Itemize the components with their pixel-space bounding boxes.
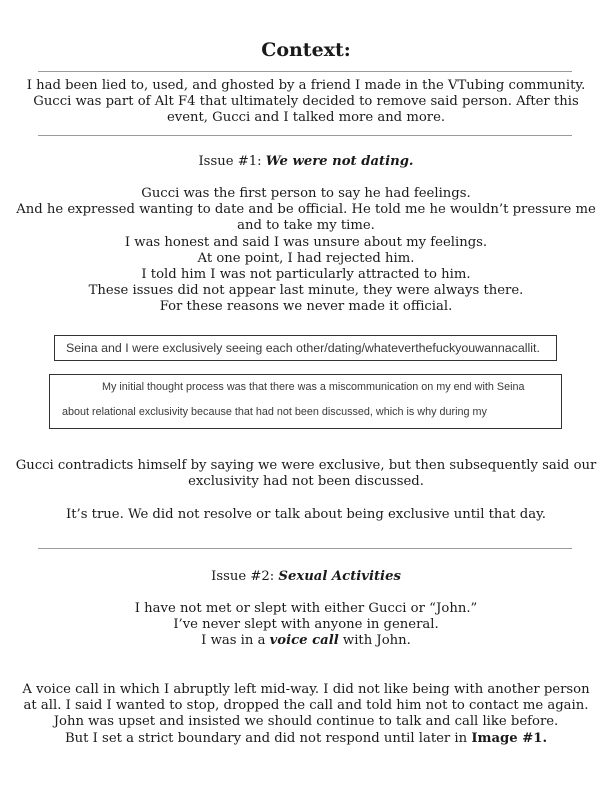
issue2-heading	[0, 569, 612, 585]
quote-box-miscommunication	[49, 374, 562, 429]
quote-box-exclusive: Seina and I were exclusively seeing each other/dating/whateverthefuckyouwannacallit.	[54, 335, 557, 361]
text-line: I told him I was not particularly attracted to him.	[141, 267, 471, 283]
text-line: I was honest and said I was unsure about my feelings.	[124, 234, 488, 250]
text-line: For these reasons we never made it official.	[159, 299, 453, 315]
page-title: Context:	[261, 39, 351, 61]
text-line: At one point, I had rejected him.	[197, 250, 415, 266]
text-line: exclusivity had not been discussed.	[188, 474, 424, 490]
text-line: John was upset and insisted we should continue to talk and call like before.	[53, 714, 559, 730]
text-line: A voice call in which I abruptly left mid-way. I did not like being with another person	[22, 682, 590, 697]
issue1-prefix: Issue #1:	[198, 154, 266, 169]
issue1-title: We were not dating.	[265, 154, 414, 169]
text-line: Gucci contradicts himself by saying we were exclusive, but then subsequently said our	[15, 458, 597, 473]
text-line: Gucci was the first person to say he had feelings.	[141, 186, 471, 201]
divider	[38, 71, 572, 72]
text-line: I had been lied to, used, and ghosted by a friend I made in the VTubing community.	[26, 78, 586, 93]
quote-line: about relational exclusivity because that had not been discussed, which is why during my	[62, 406, 487, 418]
text-fragment: I was in a	[201, 633, 270, 649]
image-reference: Image #1.	[471, 730, 548, 746]
text-line: And he expressed wanting to date and be official. He told me he wouldn’t pressure me	[16, 202, 596, 218]
context-paragraph	[0, 78, 612, 127]
issue2-prefix: Issue #2:	[211, 569, 279, 584]
text-fragment: with John.	[338, 633, 411, 649]
text-line: at all. I said I wanted to stop, dropped the call and told him not to contact me again.	[23, 698, 589, 714]
text-line: I’ve never slept with anyone in general.	[173, 617, 439, 633]
divider	[38, 548, 572, 549]
divider	[38, 135, 572, 136]
text-line	[0, 633, 612, 649]
text-line: event, Gucci and I talked more and more.	[166, 110, 446, 126]
text-fragment: But I set a strict boundary and did not respond until later in	[64, 730, 472, 746]
text-line	[0, 731, 612, 747]
issue1-heading	[0, 154, 612, 170]
issue1-paragraph	[0, 186, 612, 316]
text-line: I have not met or slept with either Gucci or “John.”	[134, 601, 478, 616]
issue2-title: Sexual Activities	[278, 569, 401, 584]
quote-line: My initial thought process was that there was a miscommunication on my end with Seina	[102, 381, 525, 393]
text-line: and to take my time.	[237, 218, 375, 234]
emphasis-voice-call: voice call	[269, 633, 339, 649]
issue1-response	[0, 458, 612, 490]
text-line: These issues did not appear last minute, they were always there.	[88, 283, 524, 299]
text-line: Gucci was part of Alt F4 that ultimately decided to remove said person. After this	[33, 94, 579, 110]
issue2-intro	[0, 601, 612, 650]
issue2-paragraph	[0, 682, 612, 747]
issue1-conclusion: It’s true. We did not resolve or talk about being exclusive until that day.	[66, 507, 546, 522]
